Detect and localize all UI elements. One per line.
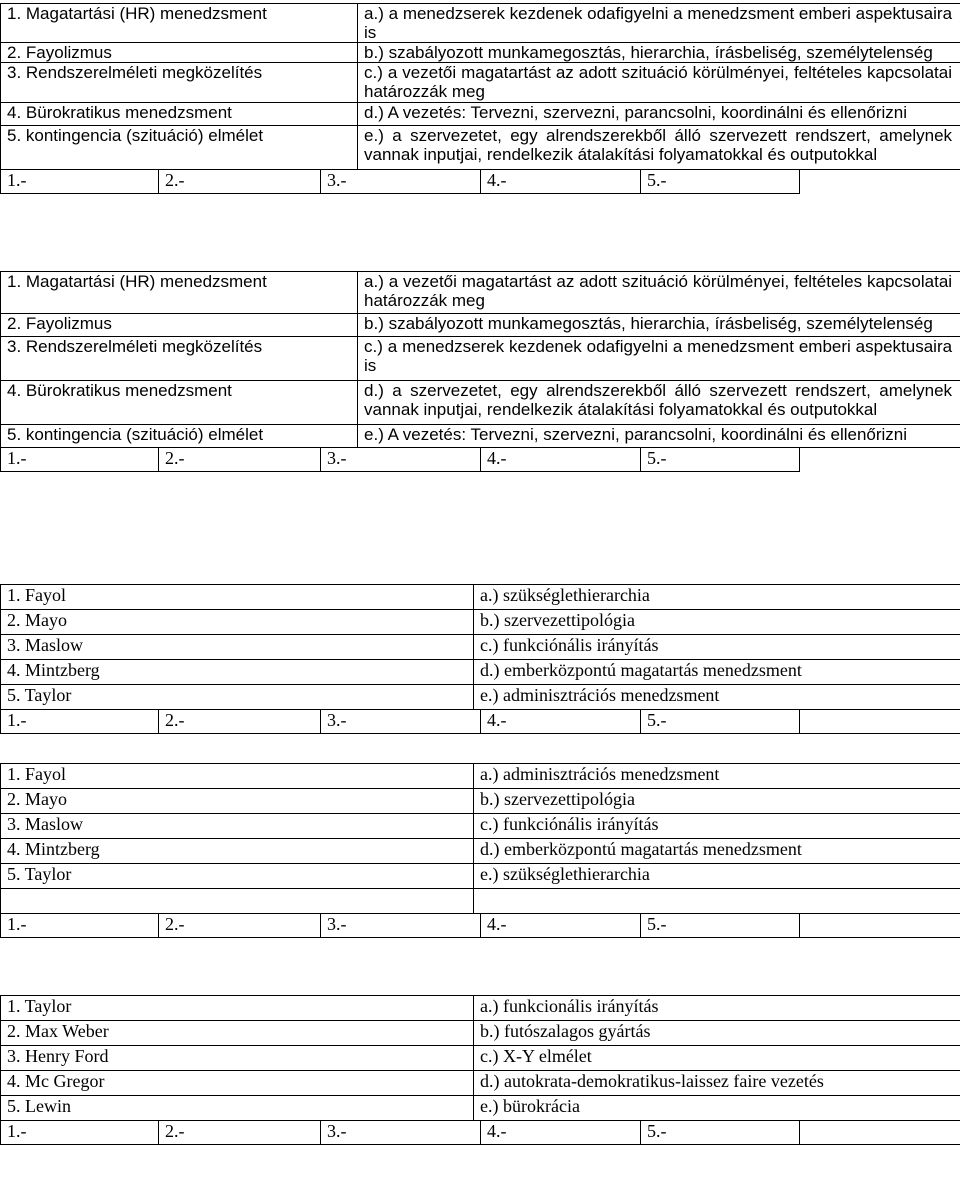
answer-row: [1, 914, 960, 938]
person-cell: 2. Mayo: [1, 610, 474, 635]
person-cell: 1. Fayol: [1, 585, 474, 610]
concept-cell: e.) bürokrácia: [474, 1096, 960, 1121]
answer-cell-3[interactable]: 3.-: [321, 710, 481, 734]
table-row: [1, 685, 960, 710]
concept-cell: 2. Fayolizmus: [1, 43, 358, 63]
table-row: [1, 4, 960, 43]
table-row: [1, 839, 960, 864]
concept-cell: 3. Rendszerelméleti megközelítés: [1, 63, 358, 103]
person-cell: 5. Taylor: [1, 685, 474, 710]
table-row: [1, 585, 960, 610]
answer-cell-3[interactable]: 3.-: [321, 1121, 481, 1145]
concept-cell: c.) funkciónális irányítás: [474, 635, 960, 660]
answer-spacer-cell: [800, 914, 960, 938]
answer-row: [1, 1121, 960, 1145]
answer-cell-3[interactable]: 3.-: [321, 914, 481, 938]
table-row: [1, 814, 960, 839]
answer-cell-3[interactable]: 3.-: [321, 448, 481, 472]
definition-cell: c.) a menedzserek kezdenek odafigyelni a menedzsment emberi aspektusaira is: [358, 337, 960, 381]
answer-cell-5[interactable]: 5.-: [641, 170, 800, 194]
answer-cell-2[interactable]: 2.-: [159, 448, 321, 472]
table-row: [1, 126, 960, 170]
person-cell: 1. Taylor: [1, 996, 474, 1021]
concept-cell: 1. Magatartási (HR) menedzsment: [1, 4, 358, 43]
concept-cell: 4. Bürokratikus menedzsment: [1, 103, 358, 126]
concept-cell: d.) emberközpontú magatartás menedzsment: [474, 839, 960, 864]
table-row: [1, 764, 960, 789]
concept-cell: e.) adminisztrációs menedzsment: [474, 685, 960, 710]
answer-row: [1, 710, 960, 734]
matching-table-5: [0, 995, 960, 1145]
definition-cell: d.) A vezetés: Tervezni, szervezni, parancsolni, koordinálni és ellenőrizni: [358, 103, 960, 126]
concept-cell: b.) futószalagos gyártás: [474, 1021, 960, 1046]
person-cell: 5. Taylor: [1, 864, 474, 889]
person-cell: 3. Henry Ford: [1, 1046, 474, 1071]
concept-cell: 4. Bürokratikus menedzsment: [1, 381, 358, 425]
answer-row: [1, 170, 960, 194]
concept-cell: 2. Fayolizmus: [1, 314, 358, 337]
answer-cell-3[interactable]: 3.-: [321, 170, 481, 194]
table-row: [1, 314, 960, 337]
answer-cell-2[interactable]: 2.-: [159, 914, 321, 938]
table-row: [1, 996, 960, 1021]
table-row: [1, 272, 960, 314]
answer-cell-5[interactable]: 5.-: [641, 1121, 800, 1145]
matching-section-5: [0, 995, 960, 1145]
blank-cell: [474, 889, 960, 914]
concept-cell: 1. Magatartási (HR) menedzsment: [1, 272, 358, 314]
table-row: [1, 425, 960, 448]
table-row: [1, 789, 960, 814]
concept-cell: b.) szervezettipológia: [474, 789, 960, 814]
table-row: [1, 610, 960, 635]
person-cell: 4. Mintzberg: [1, 839, 474, 864]
concept-cell: 5. kontingencia (szituáció) elmélet: [1, 425, 358, 448]
empty-cell: [800, 448, 960, 472]
table-row: [1, 660, 960, 685]
person-cell: 2. Max Weber: [1, 1021, 474, 1046]
table-row: [1, 1096, 960, 1121]
person-cell: 4. Mintzberg: [1, 660, 474, 685]
concept-cell: e.) szükséglethierarchia: [474, 864, 960, 889]
answer-cell-2[interactable]: 2.-: [159, 170, 321, 194]
blank-row: [1, 889, 960, 914]
person-cell: 2. Mayo: [1, 789, 474, 814]
table-row: [1, 381, 960, 425]
answer-spacer-cell: [800, 710, 960, 734]
definition-cell: b.) szabályozott munkamegosztás, hierarchia, írásbeliség, személytelenség: [358, 43, 960, 63]
table-row: [1, 1046, 960, 1071]
definition-cell: b.) szabályozott munkamegosztás, hierarchia, írásbeliség, személytelenség: [358, 314, 960, 337]
concept-cell: d.) emberközpontú magatartás menedzsment: [474, 660, 960, 685]
person-cell: 4. Mc Gregor: [1, 1071, 474, 1096]
answer-cell-5[interactable]: 5.-: [641, 914, 800, 938]
matching-table-2: [0, 271, 960, 472]
answer-cell-4[interactable]: 4.-: [481, 448, 641, 472]
person-cell: 5. Lewin: [1, 1096, 474, 1121]
blank-cell: [1, 889, 474, 914]
person-cell: 1. Fayol: [1, 764, 474, 789]
matching-section-3: [0, 584, 960, 734]
concept-cell: a.) szükséglethierarchia: [474, 585, 960, 610]
answer-cell-2[interactable]: 2.-: [159, 710, 321, 734]
concept-cell: a.) adminisztrációs menedzsment: [474, 764, 960, 789]
concept-cell: c.) X-Y elmélet: [474, 1046, 960, 1071]
answer-cell-4[interactable]: 4.-: [481, 710, 641, 734]
answer-cell-2[interactable]: 2.-: [159, 1121, 321, 1145]
concept-cell: d.) autokrata-demokratikus-laissez faire vezetés: [474, 1071, 960, 1096]
concept-cell: b.) szervezettipológia: [474, 610, 960, 635]
concept-cell: 3. Rendszerelméleti megközelítés: [1, 337, 358, 381]
definition-cell: c.) a vezetői magatartást az adott szituáció körülményei, feltételes kapcsolatai határozzák meg: [358, 63, 960, 103]
answer-row: [1, 448, 960, 472]
answer-spacer-cell: [800, 1121, 960, 1145]
matching-section-2: [0, 271, 960, 472]
table-row: [1, 1021, 960, 1046]
answer-cell-4[interactable]: 4.-: [481, 914, 641, 938]
matching-table-3: [0, 584, 960, 734]
table-row: [1, 864, 960, 889]
concept-cell: c.) funkciónális irányítás: [474, 814, 960, 839]
answer-cell-1[interactable]: 1.-: [1, 170, 159, 194]
table-row: [1, 103, 960, 126]
definition-cell: a.) a menedzserek kezdenek odafigyelni a menedzsment emberi aspektusaira is: [358, 4, 960, 43]
answer-cell-1[interactable]: 1.-: [1, 914, 159, 938]
answer-cell-1[interactable]: 1.-: [1, 710, 159, 734]
person-cell: 3. Maslow: [1, 814, 474, 839]
table-row: [1, 337, 960, 381]
definition-cell: e.) A vezetés: Tervezni, szervezni, parancsolni, koordinálni és ellenőrizni: [358, 425, 960, 448]
answer-cell-4[interactable]: 4.-: [481, 1121, 641, 1145]
table-row: [1, 43, 960, 63]
matching-section-4: [0, 763, 960, 938]
definition-cell: e.) a szervezetet, egy alrendszerekből álló szervezett rendszert, amelynek vannak inputjai, rendelkezik átalakítási folyamatokkal és outputokkal: [358, 126, 960, 170]
answer-cell-1[interactable]: 1.-: [1, 1121, 159, 1145]
table-row: [1, 1071, 960, 1096]
person-cell: 3. Maslow: [1, 635, 474, 660]
table-row: [1, 63, 960, 103]
table-row: [1, 635, 960, 660]
definition-cell: a.) a vezetői magatartást az adott szituáció körülményei, feltételes kapcsolatai határozzák meg: [358, 272, 960, 314]
answer-cell-5[interactable]: 5.-: [641, 448, 800, 472]
matching-section-1: [0, 3, 960, 194]
matching-table-4: [0, 763, 960, 938]
answer-cell-5[interactable]: 5.-: [641, 710, 800, 734]
concept-cell: a.) funkcionális irányítás: [474, 996, 960, 1021]
empty-cell: [800, 170, 960, 194]
answer-cell-4[interactable]: 4.-: [481, 170, 641, 194]
matching-table-1: [0, 3, 960, 194]
answer-cell-1[interactable]: 1.-: [1, 448, 159, 472]
concept-cell: 5. kontingencia (szituáció) elmélet: [1, 126, 358, 170]
definition-cell: d.) a szervezetet, egy alrendszerekből álló szervezett rendszert, amelynek vannak inputjai, rendelkezik átalakítási folyamatokkal és outputokkal: [358, 381, 960, 425]
